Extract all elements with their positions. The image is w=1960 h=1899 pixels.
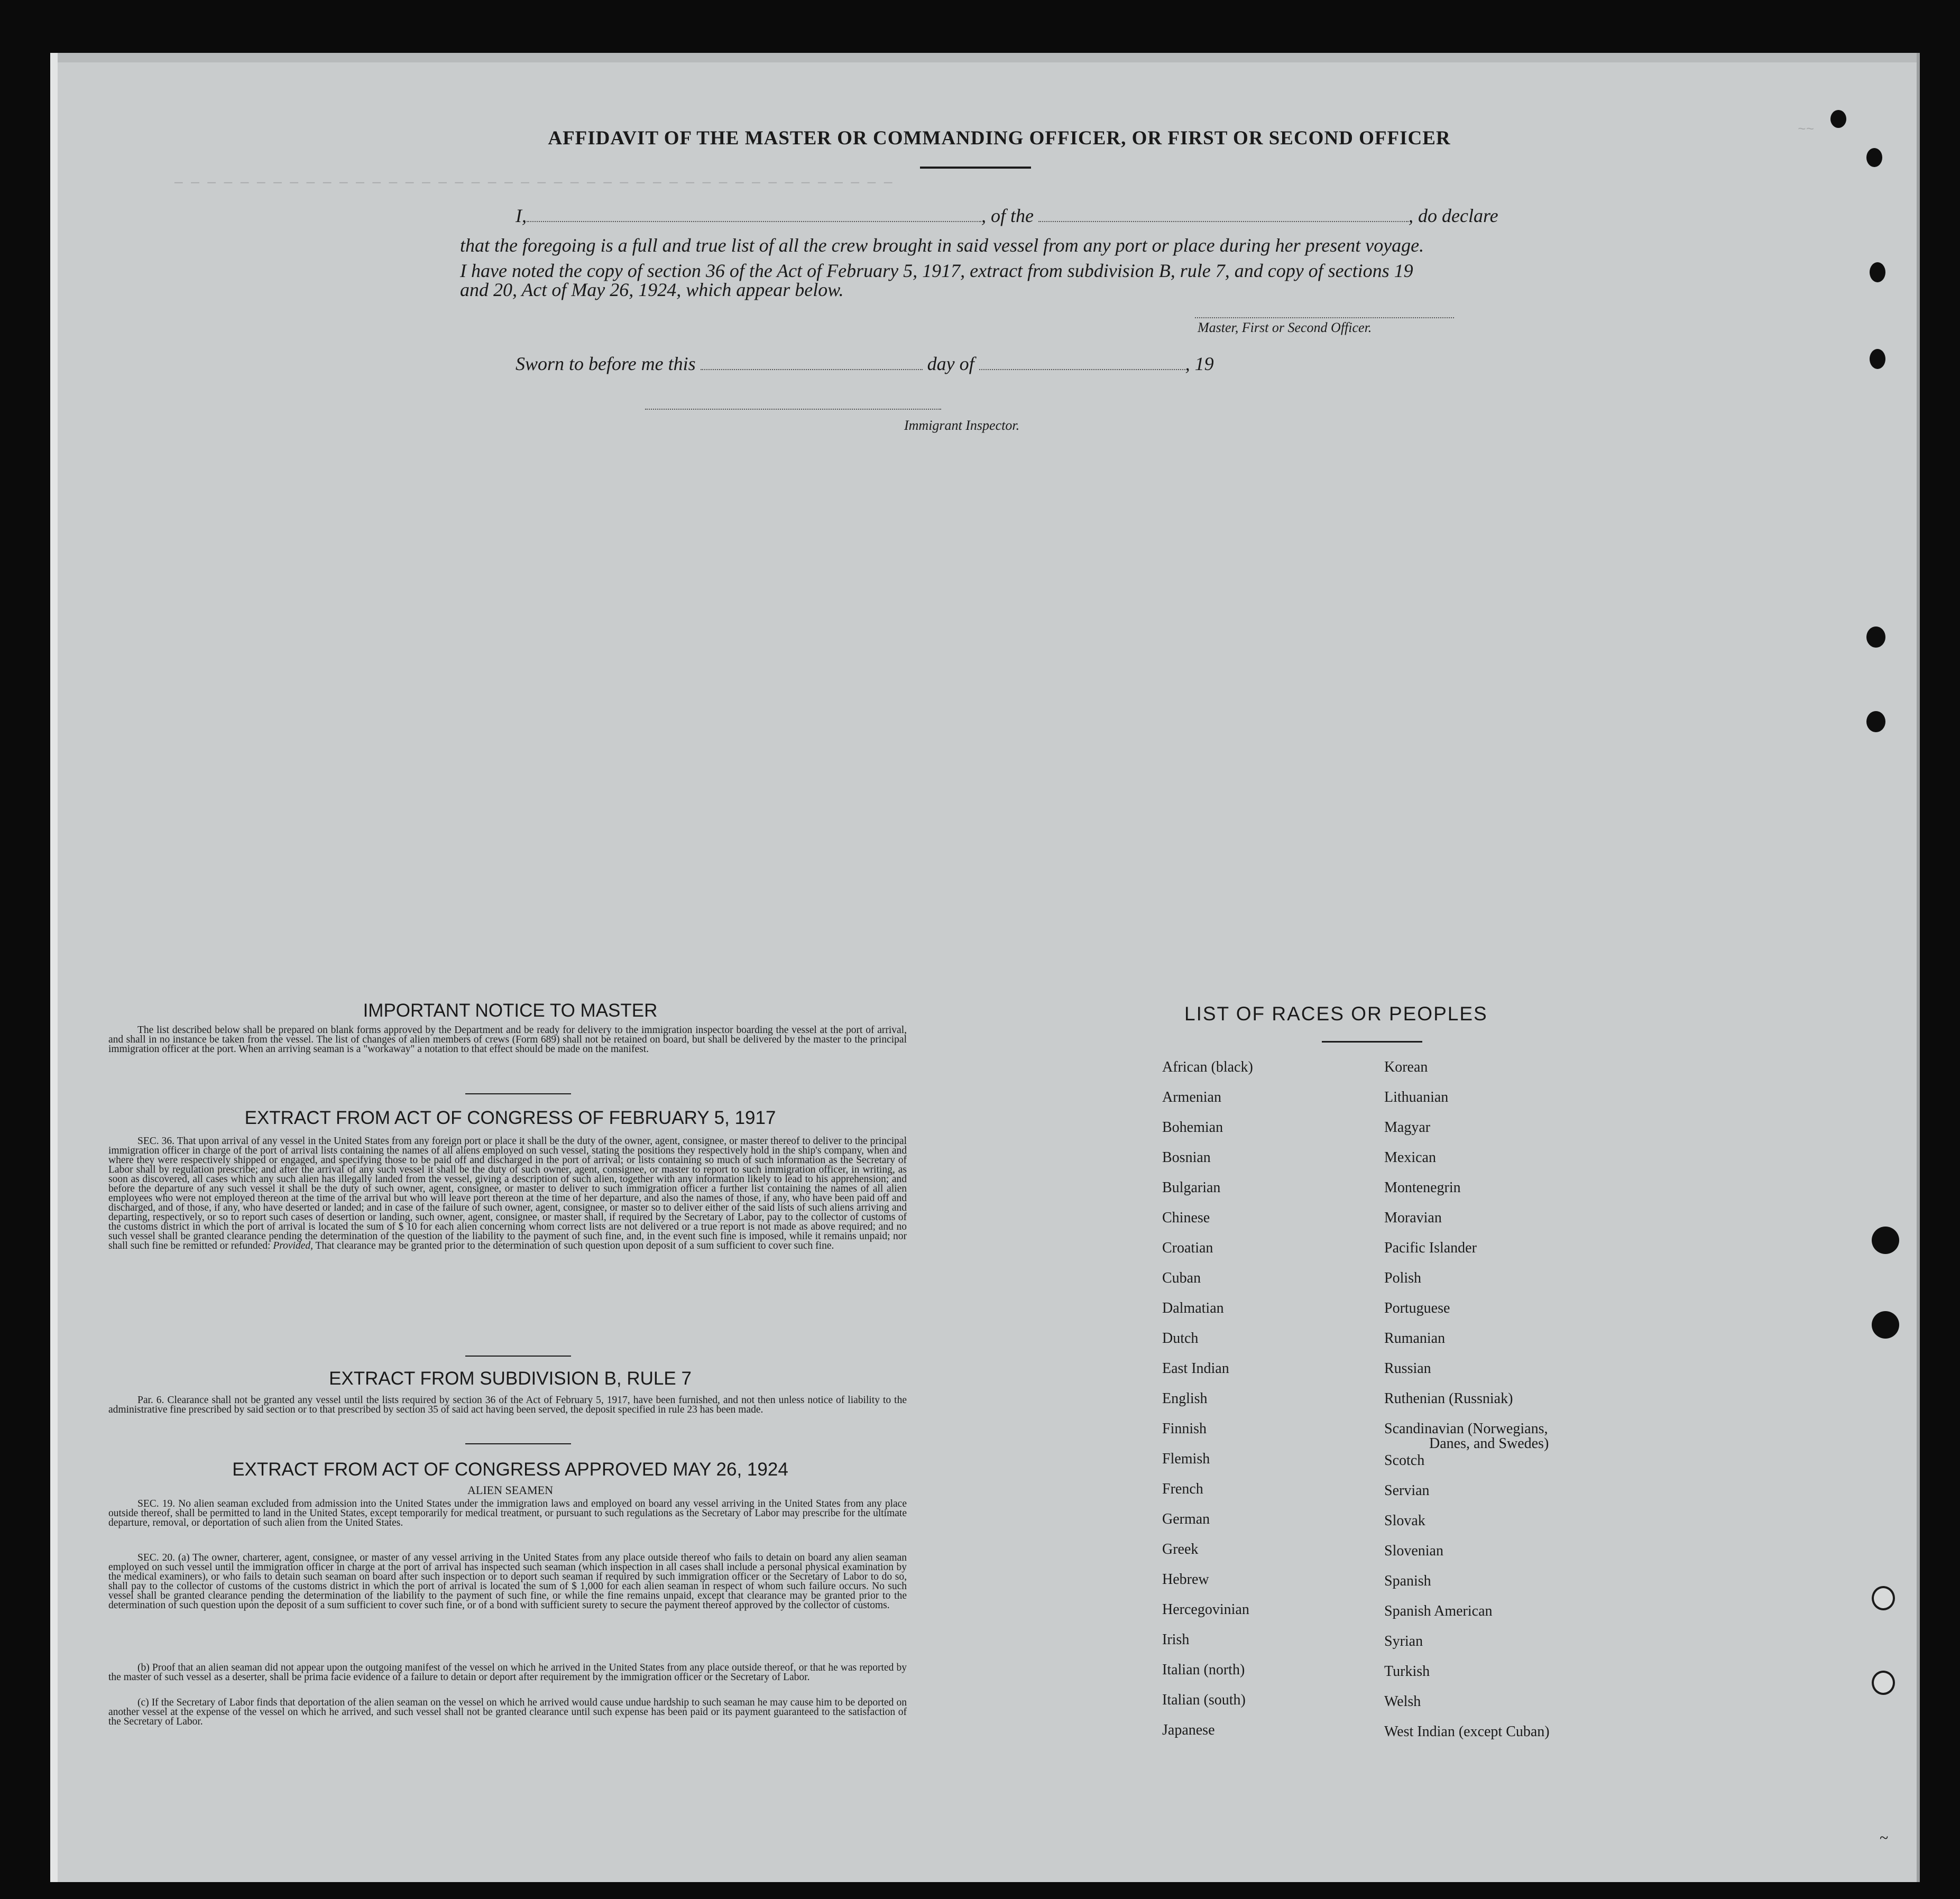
race-item: Hercegovinian	[1162, 1601, 1249, 1618]
race-item: African (black)	[1162, 1059, 1253, 1075]
race-item: Bosnian	[1162, 1149, 1211, 1166]
race-item: Scandinavian (Norwegians,	[1384, 1421, 1548, 1437]
race-item: Pacific Islander	[1384, 1240, 1477, 1256]
race-item-continuation: Danes, and Swedes)	[1429, 1435, 1549, 1452]
races-title-rule	[1322, 1041, 1422, 1043]
sworn-day-blank	[701, 368, 923, 370]
day-of-text: day of	[927, 353, 974, 374]
rule7-body: Par. 6. Clearance shall not be granted any vessel until the lists required by section 36 of the Act of February 5, 1917, have been furnished, and not then unless notice of liability to the administrative fine prescribed by said section or to that prescribed by section 35 of said act having been served, the deposit specified in rule 23 has been made.	[108, 1395, 907, 1415]
race-item: Scotch	[1384, 1452, 1425, 1469]
punch-hole-icon	[1870, 349, 1885, 369]
inspector-signature-line	[645, 409, 941, 410]
race-item: Armenian	[1162, 1089, 1221, 1105]
affidavit-i: I,	[516, 205, 527, 226]
race-item: Irish	[1162, 1631, 1190, 1648]
sec-36-label: SEC. 36.	[137, 1136, 174, 1147]
race-item: Slovenian	[1384, 1543, 1443, 1559]
punch-hole-icon	[1870, 262, 1885, 282]
race-item: Servian	[1384, 1482, 1430, 1499]
notice-body: The list described below shall be prepared on blank forms approved by the Department and be ready for delivery to the immigration inspector boarding the vessel at the port of arrival, and shall in no instance be taken from the vessel. The list of changes of alien members of crews (Form 689) shall not be retained on board, but shall be delivered by the master to the principal immigration officer at the port. When an arriving seaman is a "workaway" a notation to that effect should be made on the manifest.	[108, 1025, 907, 1055]
punch-hole-icon	[1866, 711, 1885, 732]
race-item: Italian (north)	[1162, 1662, 1245, 1678]
sec-20b-body: (b) Proof that an alien seaman did not appear upon the outgoing manifest of the vessel on which he arrived in the United States from any place outside thereof, or that he was reported by the master of such vessel as a deserter, shall be prima facie evidence of a failure to detain or deport after requirement by the immigration officer or the Secretary of Labor.	[108, 1662, 907, 1683]
alien-seamen-subtitle: ALIEN SEAMEN	[467, 1483, 553, 1497]
sec-36-tail: That clearance may be granted prior to the determination of such question upon deposit of a sum sufficient to cover such fine.	[315, 1240, 834, 1251]
sworn-text: Sworn to before me this	[516, 353, 696, 374]
master-signature-label: Master, First or Second Officer.	[1198, 320, 1372, 335]
race-item: Bulgarian	[1162, 1179, 1221, 1196]
race-item: West Indian (except Cuban)	[1384, 1723, 1550, 1740]
title-rule	[920, 167, 1031, 169]
race-item: Flemish	[1162, 1451, 1210, 1467]
race-item: Moravian	[1384, 1210, 1442, 1226]
race-item: Greek	[1162, 1541, 1199, 1557]
year-text: , 19	[1185, 353, 1214, 374]
affidavit-line-3: I have noted the copy of section 36 of the Act of February 5, 1917, extract from subdivision B, rule 7, and copy of sections 19	[460, 260, 1413, 281]
race-item: Lithuanian	[1384, 1089, 1449, 1105]
punch-hole-icon	[1872, 1671, 1895, 1695]
race-item: Bohemian	[1162, 1119, 1223, 1136]
extract-1917-title: EXTRACT FROM ACT OF CONGRESS OF FEBRUARY 5, 1917	[244, 1108, 776, 1128]
bleed-through-mark: ~~	[1798, 122, 1815, 137]
punch-hole-icon	[1872, 1311, 1899, 1339]
race-item: Dutch	[1162, 1330, 1199, 1347]
sheet-left-edge	[50, 53, 58, 1882]
races-title: LIST OF RACES OR PEOPLES	[1184, 1003, 1488, 1025]
bleed-through-mark: — — — — — — — — — — — — — — — — — — — — — — — — — — — — — — — — — — — — — — — — — — — —	[174, 174, 892, 190]
race-item: Polish	[1384, 1270, 1422, 1286]
provided-word: Provided,	[273, 1240, 313, 1251]
extract-1917-body	[108, 1137, 907, 1251]
name-blank	[527, 220, 981, 222]
month-blank	[979, 368, 1185, 370]
affidavit-of-the: , of the	[981, 205, 1034, 226]
punch-hole-icon	[1872, 1586, 1895, 1610]
punch-hole-icon	[1830, 110, 1846, 128]
race-item: Portuguese	[1384, 1300, 1450, 1316]
race-item: Finnish	[1162, 1421, 1207, 1437]
race-item: East Indian	[1162, 1360, 1229, 1377]
extract-1924-title: EXTRACT FROM ACT OF CONGRESS APPROVED MAY 26, 1924	[232, 1459, 788, 1480]
race-item: Spanish American	[1384, 1603, 1493, 1619]
race-item: Montenegrin	[1384, 1179, 1461, 1196]
divider	[465, 1443, 571, 1444]
affidavit-title: AFFIDAVIT OF THE MASTER OR COMMANDING OFFICER, OR FIRST OR SECOND OFFICER	[548, 127, 1451, 149]
race-item: Magyar	[1384, 1119, 1431, 1136]
race-item: German	[1162, 1511, 1210, 1527]
corner-mark: ~	[1880, 1829, 1889, 1847]
sec-19-body: SEC. 19. No alien seaman excluded from admission into the United States under the immigration laws and employed on board any vessel arriving in the United States from any place outside thereof, shall be permitted to land in the United States, except temporarily for medical treatment, or pursuant to such regulations as the Secretary of Labor may prescribe for the ultimate departure, removal, or deportation of such alien from the United States.	[108, 1498, 907, 1528]
affidavit-line-4: and 20, Act of May 26, 1924, which appear below.	[460, 279, 844, 300]
sec-20a-body: SEC. 20. (a) The owner, charterer, agent, consignee, or master of any vessel arriving in the United States from any place outside thereof who fails to detain on board any alien seaman employed on such vessel until the immigration officer in charge at the port of arrival has inspected such seaman (which inspection in all cases shall include a personal physical examination by the medical examiners), or who fails to detain such seaman on board after such inspection or to deport such seaman if required by such immigration officer or the Secretary of Labor to do so, shall pay to the collector of customs of the customs district in which the port of arrival is located the sum of $ 1,000 for each alien seaman in respect of whom such failure occurs. No such vessel shall be granted clearance pending the determination of the liability to the payment of such fine, or while the fine remains unpaid, except that clearance may be granted prior to the determination of such question upon the deposit of a sum sufficient to cover such fine, or of a bond with sufficient surety to secure the payment thereof approved by the collector of customs.	[108, 1552, 907, 1611]
race-item: Welsh	[1384, 1693, 1421, 1710]
punch-hole-icon	[1872, 1227, 1899, 1254]
race-item: Russian	[1384, 1360, 1431, 1377]
race-item: Slovak	[1384, 1513, 1425, 1529]
affidavit-declare: , do declare	[1408, 205, 1498, 226]
race-item: Korean	[1384, 1059, 1428, 1075]
race-item: Chinese	[1162, 1210, 1210, 1226]
punch-hole-icon	[1866, 626, 1885, 648]
race-item: Mexican	[1384, 1149, 1436, 1166]
race-item: French	[1162, 1481, 1203, 1497]
sec-36-text: That upon arrival of any vessel in the United States from any foreign port or place it shall be the duty of the owner, agent, consignee, or master thereof to deliver to the principal immigration officer in charge of the port of arrival lists containing the names of all aliens employed on such vessel, stating the positions they respectively hold in the ship's company, when and where they were respectively shipped or engaged, and specifying those to be paid off and discharged in the port of arrival; or lists containing so much of such information as the Secretary of Labor shall by regulation prescribe; and after the arrival of any such vessel it shall be the duty of such owner, agent, consignee, or master to report to such immigration officer, in writing, as soon as discovered, all cases which any such alien has illegally landed from the vessel, giving a description of such alien, together with any information likely to lead to his apprehension; and before the departure of any such vessel it shall be the duty of such owner, agent, consignee, or master to deliver to such immigration officer a further list containing the names of all alien employees who were not employed thereon at the time of the arrival but who will leave port thereon at the time of her departure, and also the names of those, if any, who have been paid off and discharged, and of those, if any, who have deserted or landed; and in case of the failure of such owner, agent, consignee, or master so to deliver either of the said lists of such aliens arriving and departing, respectively, or so to report such cases of desertion or landing, such owner, agent, consignee, or master shall, if required by the Secretary of Labor, pay to the collector of customs of the customs district in which the port of arrival is located the sum of $ 10 for each alien concerning whom correct lists are not delivered or a true report is not made as above required; and no such vessel shall be granted clearance pending the determination of the question of the liability to the payment of such fine, and, in the event such fine is imposed, while it remains unpaid; nor shall such fine be remitted or refunded:	[108, 1136, 907, 1251]
divider	[465, 1093, 571, 1094]
race-item: Croatian	[1162, 1240, 1213, 1256]
race-item: Spanish	[1384, 1573, 1431, 1589]
affidavit-line-2: that the foregoing is a full and true list of all the crew brought in said vessel from any port or place during her present voyage.	[460, 235, 1424, 256]
rule7-title: EXTRACT FROM SUBDIVISION B, RULE 7	[329, 1368, 692, 1389]
inspector-signature-label: Immigrant Inspector.	[904, 418, 1020, 433]
race-item: Dalmatian	[1162, 1300, 1224, 1316]
race-item: Japanese	[1162, 1722, 1215, 1738]
master-signature-line	[1195, 317, 1454, 318]
race-item: Turkish	[1384, 1663, 1430, 1680]
vessel-blank	[1038, 220, 1409, 222]
sworn-line	[516, 349, 1309, 379]
race-item: Syrian	[1384, 1633, 1423, 1649]
race-item: Hebrew	[1162, 1571, 1209, 1588]
notice-title: IMPORTANT NOTICE TO MASTER	[363, 1000, 658, 1021]
divider	[465, 1356, 571, 1357]
affidavit-declaration-line	[516, 201, 1499, 231]
race-item: Ruthenian (Russniak)	[1384, 1390, 1513, 1407]
race-item: English	[1162, 1390, 1208, 1407]
race-item: Italian (south)	[1162, 1692, 1246, 1708]
sheet-top-edge	[50, 53, 1917, 62]
race-item: Cuban	[1162, 1270, 1201, 1286]
sec-20c-body: (c) If the Secretary of Labor finds that deportation of the alien seaman on the vessel on which he arrived would cause undue hardship to such seaman he may cause him to be deported on another vessel at the expense of the vessel on which he arrived, and such vessel shall not be granted clearance until such expense has been paid or its payment guaranteed to the satisfaction of the Secretary of Labor.	[108, 1697, 907, 1727]
punch-hole-icon	[1866, 148, 1882, 167]
race-item: Rumanian	[1384, 1330, 1446, 1347]
